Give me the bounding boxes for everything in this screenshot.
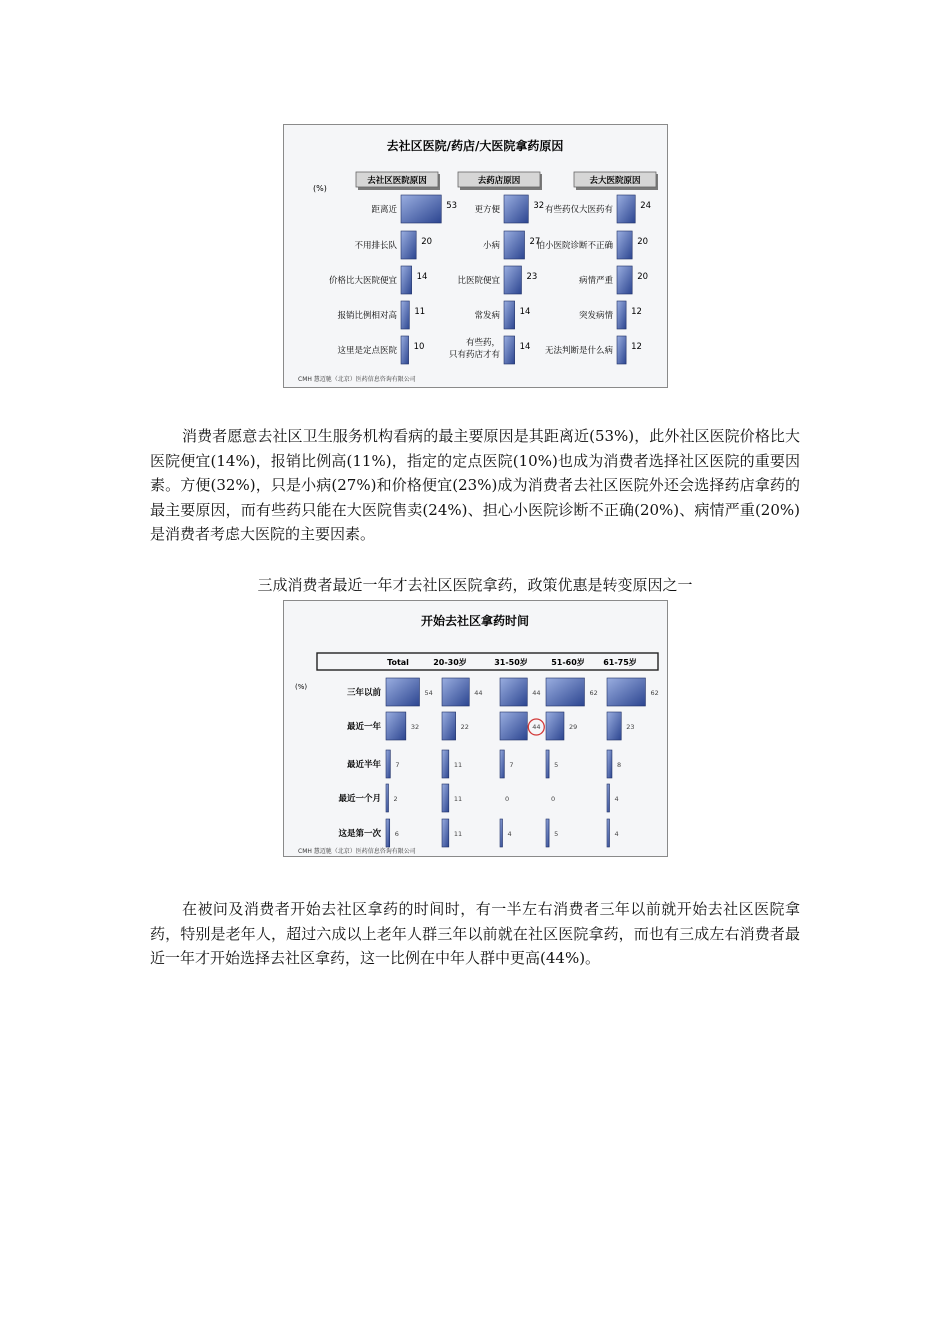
reasons-chart-svg — [284, 125, 667, 387]
bar — [401, 336, 409, 364]
bar-value-label: 2 — [393, 795, 398, 803]
bar-value-label: 32 — [410, 723, 420, 731]
bar — [500, 750, 504, 778]
bar-value-label: 23 — [626, 723, 635, 731]
bar — [504, 195, 528, 223]
bar-value-label: 14 — [416, 272, 428, 282]
category-label: 怕小医院诊断不正确 — [536, 241, 613, 251]
bar-value-label: 4 — [507, 830, 512, 838]
bar — [617, 266, 632, 294]
category-label: 有些药仅大医药有 — [544, 205, 613, 215]
bar — [607, 678, 645, 706]
category-label: 报销比例相对高 — [337, 311, 397, 321]
bar — [607, 750, 612, 778]
bar-value-label: 5 — [554, 830, 559, 838]
group-header-label: 去大医院原因 — [589, 176, 641, 186]
bar-value-label: 23 — [526, 272, 538, 282]
caption-start-time: 三成消费者最近一年才去社区医院拿药，政策优惠是转变原因之一 — [257, 576, 693, 594]
series-header-label: 51-60岁 — [551, 658, 585, 667]
bar-value-label: 11 — [453, 761, 463, 769]
bar — [442, 750, 449, 778]
figure1-title: 去社区医院/药店/大医院拿药原因 — [386, 139, 564, 153]
bar-value-label: 24 — [640, 201, 652, 211]
bar — [546, 819, 549, 847]
bar — [500, 819, 503, 847]
bar-value-label: 27 — [529, 237, 541, 247]
bar — [607, 784, 610, 812]
group-header-label: 去社区医院原因 — [367, 176, 427, 186]
series-header-label: 61-75岁 — [603, 658, 637, 667]
bar-value-label: 4 — [614, 795, 619, 803]
bar — [386, 819, 390, 847]
series-header-label: 20-30岁 — [433, 658, 467, 667]
bar-value-label: 7 — [509, 761, 514, 769]
bar-value-label: 62 — [650, 689, 659, 697]
bar — [500, 678, 527, 706]
bar — [442, 819, 449, 847]
group-header-label: 去药店原因 — [477, 176, 521, 186]
bar-value-label: 11 — [453, 830, 463, 838]
bar-value-label: 62 — [589, 689, 598, 697]
category-label: 病情严重 — [578, 276, 613, 286]
bar-value-label: 10 — [413, 342, 425, 352]
category-label: 比医院便宜 — [457, 276, 500, 286]
bar-value-label: 5 — [554, 761, 559, 769]
bar — [617, 231, 632, 259]
category-label: 小病 — [482, 241, 500, 251]
category-label: 只有药店才有 — [448, 350, 500, 360]
category-label: 三年以前 — [346, 688, 381, 698]
bar-value-label: 44 — [532, 689, 541, 697]
bar — [504, 336, 515, 364]
bar-value-label: 6 — [394, 830, 399, 838]
figure2-footer: CMH 慧迈驰（北京）医药信息咨询有限公司 — [298, 848, 416, 855]
bar-value-label: 20 — [421, 237, 433, 247]
bar — [504, 231, 525, 259]
category-label: 这里是定点医院 — [337, 346, 397, 356]
bar — [442, 784, 449, 812]
bar — [546, 712, 564, 740]
bar-value-label: 4 — [614, 830, 619, 838]
bar — [386, 712, 406, 740]
bar — [386, 750, 390, 778]
paragraph-reasons: 消费者愿意去社区卫生服务机构看病的最主要原因是其距离近(53%)，此外社区医院价格比大医院便宜(14%)，报销比例高(11%)，指定的定点医院(10%)也成为消费者选择社区医院的重要因素。方便(32%)，只是小病(27%)和价格便宜(23%)成为消费者去社区医院外还会选择药店拿药的最主要原因，而有些药只能在大医院售卖(24%)、担心小医院诊断不正确(20%)、病情严重(20%)是消费者考虑大医院的主要因素。 — [150, 427, 800, 543]
bar — [500, 712, 527, 740]
category-label: 价格比大医院便宜 — [328, 276, 397, 286]
bar-value-label: 20 — [637, 272, 649, 282]
bar-value-label: 22 — [460, 723, 469, 731]
bar-value-label: 0 — [505, 795, 510, 803]
bar — [442, 678, 469, 706]
bar — [607, 819, 610, 847]
bar-value-label: 0 — [551, 795, 556, 803]
bar — [617, 336, 626, 364]
bar-value-label: 12 — [631, 342, 642, 352]
bar-value-label: 7 — [395, 761, 400, 769]
bar — [401, 266, 412, 294]
bar — [401, 195, 441, 223]
bar-value-label: 8 — [616, 761, 622, 769]
bar — [401, 301, 409, 329]
bar-value-label: 14 — [519, 342, 531, 352]
bar — [607, 712, 621, 740]
bar-value-label: 44 — [532, 723, 541, 731]
bar-value-label: 53 — [446, 201, 458, 211]
bar-value-label: 29 — [568, 723, 578, 731]
category-label: 无法判断是什么病 — [544, 346, 613, 356]
bar — [442, 712, 456, 740]
bar-value-label: 12 — [631, 307, 642, 317]
bar-value-label: 11 — [453, 795, 463, 803]
series-header-label: 31-50岁 — [494, 658, 528, 667]
figure-start-time-chart — [283, 600, 668, 857]
figure-reasons-chart — [283, 124, 668, 388]
bar — [546, 678, 584, 706]
figure2-title: 开始去社区拿药时间 — [420, 614, 530, 628]
category-label: 最近一年 — [346, 722, 381, 732]
paragraph-start-time: 在被问及消费者开始去社区拿药的时间时，有一半左右消费者三年以前就开始去社区医院拿药，特别是老年人，超过六成以上老年人群三年以前就在社区医院拿药，而也有三成左右消费者最近一年才开始选择去社区拿药，这一比例在中年人群中更高(44%)。 — [150, 900, 800, 967]
category-label: 距离近 — [371, 205, 397, 215]
start-time-chart-svg — [284, 601, 667, 856]
bar-value-label: 11 — [414, 307, 426, 317]
category-label: 常发病 — [474, 311, 500, 321]
bar — [617, 195, 635, 223]
bar — [401, 231, 416, 259]
bar-value-label: 54 — [424, 689, 433, 697]
category-label: 最近一个月 — [338, 794, 381, 804]
figure1-unit: (%) — [313, 184, 327, 193]
category-label: 突发病情 — [578, 311, 613, 321]
figure2-unit: (%) — [295, 683, 308, 691]
bar — [386, 784, 389, 812]
category-label: 不用排长队 — [354, 241, 397, 251]
bar-value-label: 14 — [519, 307, 531, 317]
bar-value-label: 20 — [637, 237, 649, 247]
bar — [546, 750, 549, 778]
category-label: 更方便 — [474, 205, 500, 215]
series-header-label: Total — [387, 658, 409, 667]
category-label: 最近半年 — [346, 760, 381, 770]
category-label: 有些药， — [465, 338, 500, 348]
bar-value-label: 44 — [474, 689, 483, 697]
bar — [617, 301, 626, 329]
bar — [504, 301, 515, 329]
bar — [386, 678, 419, 706]
bar-value-label: 32 — [533, 201, 545, 211]
figure1-footer: CMH 慧迈驰（北京）医药信息咨询有限公司 — [298, 376, 416, 383]
category-label: 这是第一次 — [338, 829, 381, 839]
bar — [504, 266, 521, 294]
